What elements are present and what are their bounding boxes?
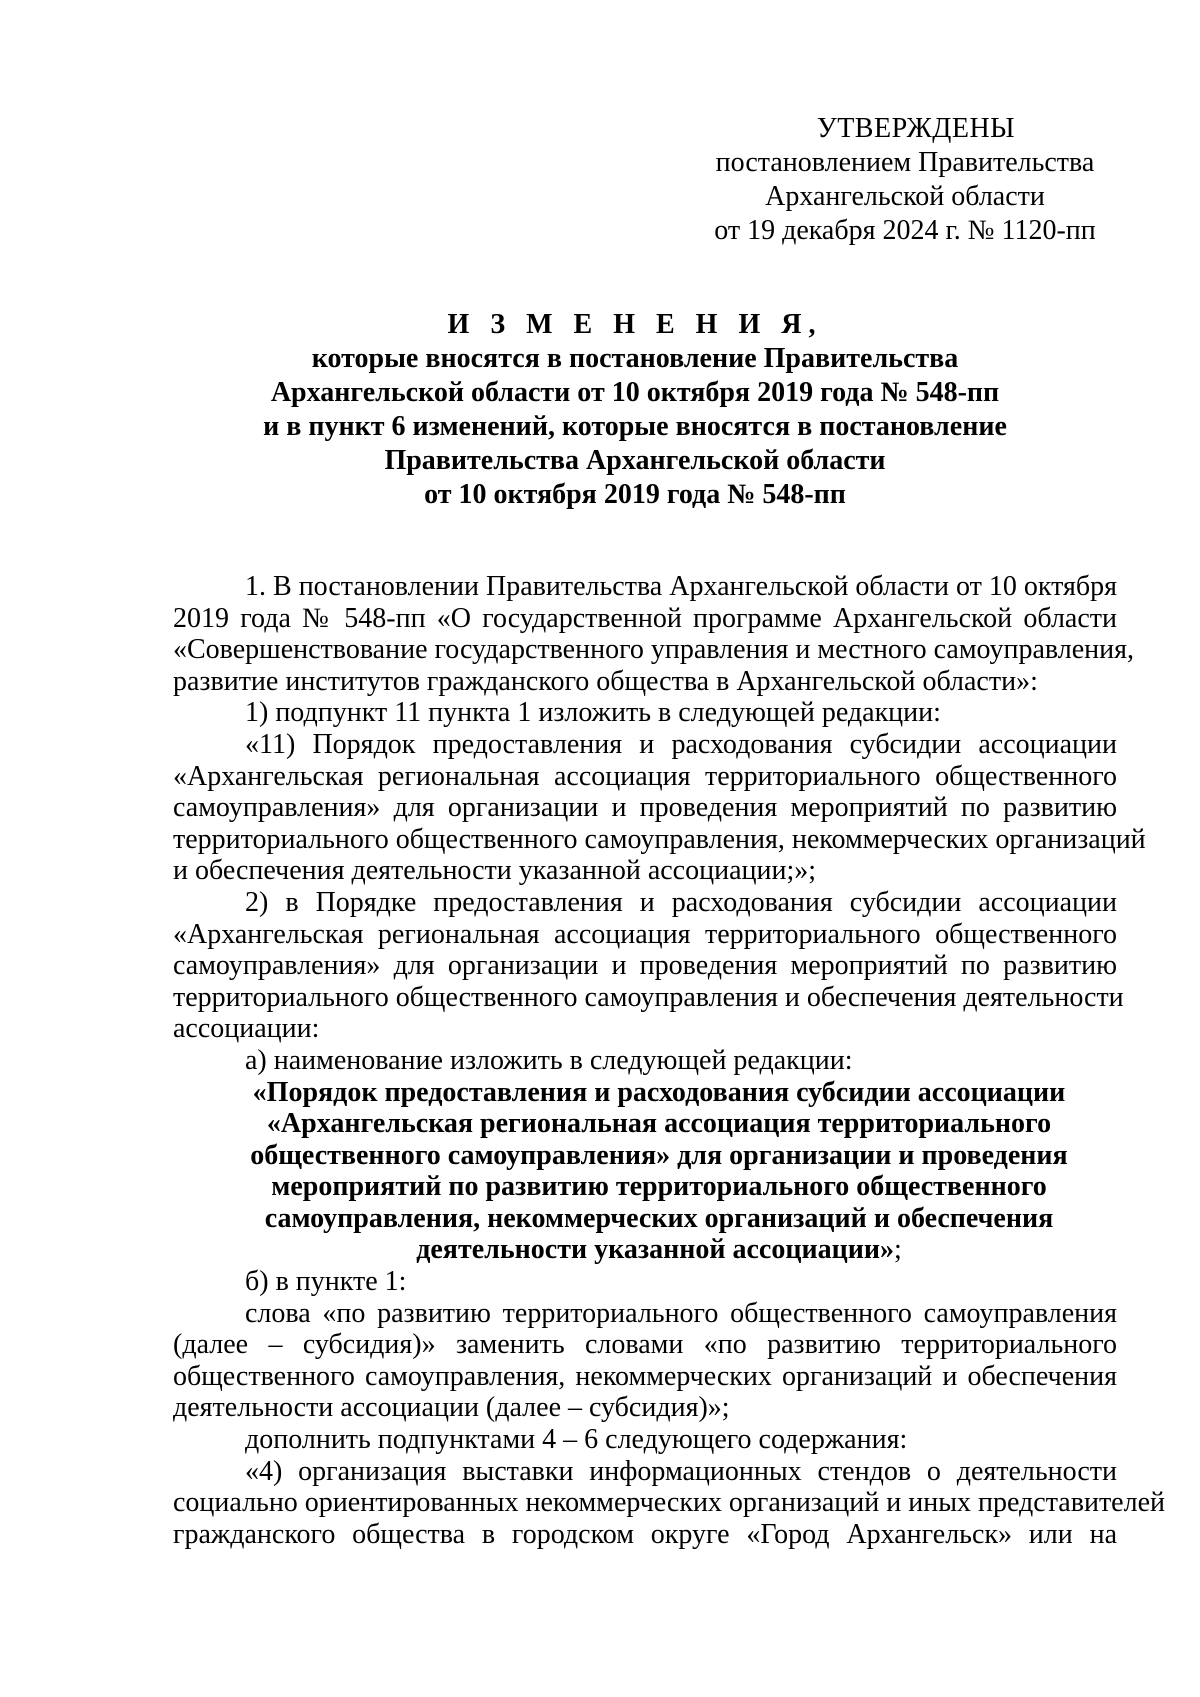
paragraph-line: 1. В постановлении Правительства Архангельской области от 10 октября: [245, 571, 1117, 602]
new-title-line: «Порядок предоставления и расходования субсидии ассоциации: [252, 1076, 1066, 1108]
new-title-text: деятельности указанной ассоциации»: [416, 1234, 894, 1266]
subitem-4: [173, 1455, 1165, 1551]
new-title-line-last: [201, 1234, 1117, 1266]
paragraph-line: территориального общественного самоуправления, некоммерческих организаций: [173, 823, 1146, 855]
approval-line: постановлением Правительства: [715, 147, 1095, 178]
title-line: и в пункт 6 изменений, которые вносятся в постановление: [263, 411, 1007, 442]
paragraph-line: социально ориентированных некоммерческих организаций и иных представителей: [173, 1487, 1165, 1519]
new-title-line: самоуправления, некоммерческих организаций и обеспечения: [264, 1202, 1054, 1234]
new-title-line: мероприятий по развитию территориального общественного: [271, 1171, 1047, 1203]
new-title-line: «Архангельская региональная ассоциация территориального: [266, 1108, 1052, 1140]
document-title: [170, 308, 1100, 512]
paragraph-line: 2) в Порядке предоставления и расходования субсидии ассоциации: [245, 886, 1117, 918]
paragraph-line: «Архангельская региональная ассоциация территориального общественного: [173, 918, 1117, 950]
words-replacement: [173, 1298, 1117, 1424]
new-title-line: общественного самоуправления» для организации и проведения: [250, 1139, 1068, 1171]
paragraph-line: общественного самоуправления, некоммерческих организаций и обеспечения: [173, 1360, 1117, 1392]
title-line: которые вносятся в постановление Правительства: [311, 343, 959, 374]
quote-subitem-11: [173, 728, 1146, 887]
title-line: Архангельской области от 10 октября 2019 года № 548-пп: [270, 377, 1000, 408]
approval-stamp: [690, 112, 1120, 248]
paragraph-line: самоуправления» для организации и проведения мероприятий по развитию: [173, 792, 1117, 824]
paragraph-line: самоуправления» для организации и проведения мероприятий по развитию: [173, 950, 1117, 982]
document-body: [173, 571, 1165, 1550]
paragraph-line: «4) организация выставки информационных стендов о деятельности: [245, 1455, 1117, 1487]
item-a: а) наименование изложить в следующей редакции:: [245, 1044, 853, 1076]
item-2: [173, 886, 1124, 1045]
paragraph-1: [173, 571, 1134, 697]
paragraph-line: «Совершенствование государственного управления и местного самоуправления,: [173, 634, 1134, 666]
paragraph-line: ассоциации:: [173, 1013, 320, 1045]
item-1: 1) подпункт 11 пункта 1 изложить в следующей редакции:: [245, 697, 941, 729]
paragraph-line: «Архангельская региональная ассоциация территориального общественного: [173, 760, 1117, 792]
new-title-tail: ;: [893, 1234, 902, 1266]
paragraph-line: территориального общественного самоуправления и обеспечения деятельности: [173, 981, 1124, 1013]
item-b: б) в пункте 1:: [245, 1266, 407, 1298]
paragraph-line: (далее – субсидия)» заменить словами «по развитию территориального: [173, 1329, 1117, 1361]
paragraph-line: слова «по развитию территориального общественного самоуправления: [245, 1297, 1117, 1329]
approval-line: от 19 декабря 2024 г. № 1120-пп: [714, 215, 1096, 246]
supplement-line: дополнить подпунктами 4 – 6 следующего содержания:: [245, 1424, 908, 1456]
title-line: Правительства Архангельской области: [384, 445, 886, 476]
approval-line: Архангельской области: [765, 181, 1045, 212]
paragraph-line: и обеспечения деятельности указанной ассоциации;»;: [173, 855, 817, 887]
paragraph-line: развитие институтов гражданского общества в Архангельской области»:: [173, 665, 1038, 697]
paragraph-line: гражданского общества в городском округе «Город Архангельск» или на: [173, 1518, 1117, 1550]
new-title-block: [173, 1077, 1117, 1267]
paragraph-line: 2019 года № 548-пп «О государственной программе Архангельской области: [173, 602, 1117, 634]
title-line: от 10 октября 2019 года № 548-пп: [424, 479, 846, 510]
title-heading: И З М Е Н Е Н И Я,: [447, 309, 823, 340]
approval-heading: УТВЕРЖДЕНЫ: [816, 113, 1016, 144]
paragraph-line: «11) Порядок предоставления и расходования субсидии ассоциации: [245, 728, 1117, 760]
paragraph-line: деятельности ассоциации (далее – субсидия)»;: [173, 1392, 730, 1424]
